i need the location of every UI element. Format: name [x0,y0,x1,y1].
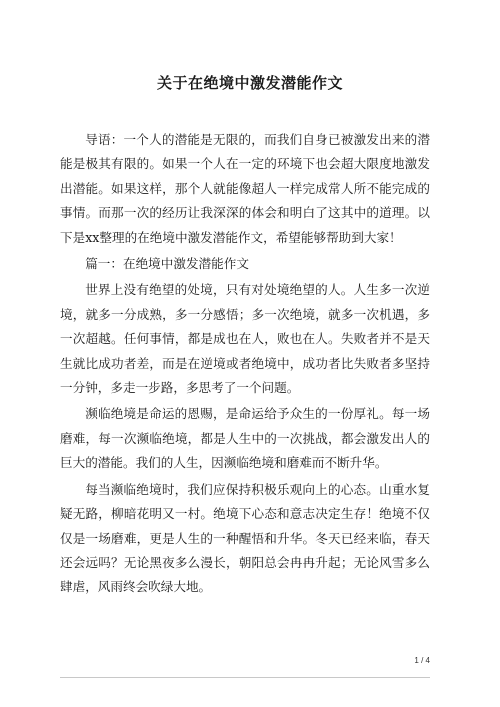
body-paragraph-1: 世界上没有绝望的处境，只有对处境绝望的人。人生多一次逆境，就多一分成熟，多一分感悟；多一次绝境，就多一次机遇，多一次超越。任何事情，都是成也在人，败也在人。失败者并不是天生就比成功者差，而是在逆境或者绝境中，成功者比失败者多坚持一分钟，多走一步路，多思考了一个问题。 [60,282,430,396]
document-body [60,128,430,602]
body-paragraph-3: 每当濒临绝境时，我们应保持积极乐观向上的心态。山重水复疑无路，柳暗花明又一村。绝境下心态和意志决定生存！绝境不仅仅是一场磨难，更是人生的一种醒悟和升华。冬天已经来临，春天还会远吗？无论黑夜多么漫长，朝阳总会冉冉升起；无论风雪多么肆虐，风雨终会吹绿大地。 [60,481,430,595]
body-paragraph-2: 濒临绝境是命运的恩赐，是命运给予众生的一份厚礼。每一场磨难，每一次濒临绝境，都是人生中的一次挑战，都会激发出人的巨大的潜能。我们的人生，因濒临绝境和磨难而不断升华。 [60,406,430,471]
footer-divider [60,677,430,678]
page-number: 1 / 4 [414,656,430,665]
document-title: 关于在绝境中激发潜能作文 [156,74,343,92]
intro-paragraph: 导语：一个人的潜能是无限的，而我们自身已被激发出来的潜能是极其有限的。如果一个人在一定的环境下也会超大限度地激发出潜能。如果这样，那个人就能像超人一样完成常人所不能完成的事情。而那一次的经历让我深深的体会和明白了这其中的道理。以下是xx整理的在绝境中激发潜能作文，希望能够帮助到大家！ [60,132,430,245]
section-heading: 篇一：在绝境中激发潜能作文 [85,256,249,272]
